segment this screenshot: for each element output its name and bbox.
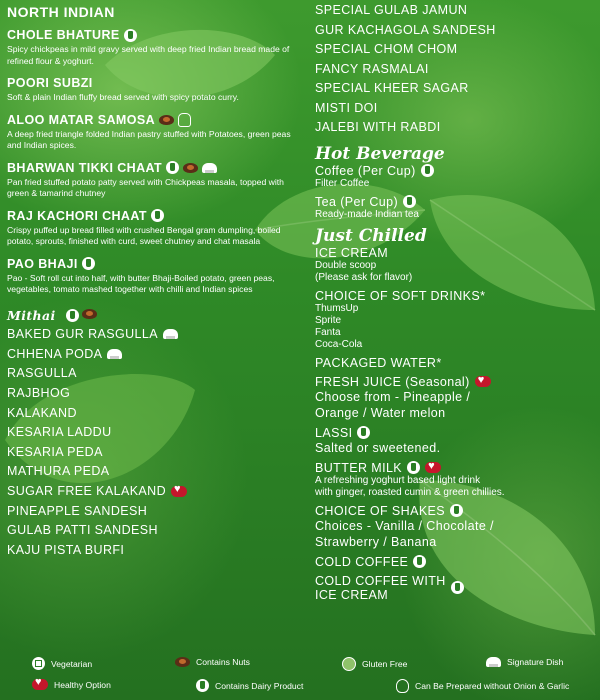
dairy-icon — [407, 461, 420, 474]
sweet-item: FANCY RASMALAI — [315, 61, 429, 76]
menu-item-description: Spicy chickpeas in mild gravy served with deep fried Indian bread made of refined flour & yoghurt. — [7, 44, 290, 66]
mithai-list — [7, 325, 297, 560]
section-title-just-chilled: Just Chilled — [315, 225, 427, 246]
legend-onion-garlic: Can Be Prepared without Onion & Garlic — [396, 679, 569, 693]
dairy-icon — [403, 195, 416, 208]
onion-garlic-icon — [396, 679, 409, 693]
mithai-item: GULAB PATTI SANDESH — [7, 523, 158, 538]
drink-item — [315, 574, 595, 602]
menu-item-description: Pan fried stuffed potato patty served with Chickpeas masala, topped with green & tamarind chutney — [7, 176, 284, 198]
menu-item-name: POORI SUBZI — [7, 76, 93, 90]
drink-item-name: BUTTER MILK ♥ — [315, 461, 595, 475]
mithai-item: KESARIA PEDA — [7, 444, 103, 459]
dairy-icon — [413, 555, 426, 568]
dairy-icon — [196, 679, 209, 692]
drink-item-name: COLD COFFEE WITH ICE CREAM — [315, 574, 595, 602]
signature-dish-icon — [486, 657, 501, 667]
drink-item — [315, 426, 595, 456]
mithai-item: PINEAPPLE SANDESH — [7, 503, 148, 518]
menu-item — [7, 76, 297, 104]
sweet-item: SPECIAL CHOM CHOM — [315, 42, 458, 56]
healthy-option-icon — [425, 462, 441, 473]
legend-gluten-free: Gluten Free — [342, 657, 407, 671]
onion-garlic-icon — [178, 113, 191, 127]
section-title-hot-beverage: Hot Beverage — [315, 143, 445, 164]
drink-item-description: Ready-made Indian tea — [315, 208, 419, 220]
menu-item-name: CHOLE BHATURE — [7, 28, 297, 42]
menu-item — [7, 28, 297, 67]
section-title-mithai: Mithai — [7, 308, 297, 323]
signature-dish-icon — [107, 349, 122, 359]
drink-item-name: ICE CREAM — [315, 245, 389, 260]
drink-item-name: PACKAGED WATER* — [315, 355, 442, 370]
mithai-item: CHHENA PODA — [7, 344, 297, 364]
mithai-item: KAJU PISTA BURFI — [7, 542, 125, 557]
drink-item-name: CHOICE OF SHAKES — [315, 504, 595, 518]
menu-item-name: ALOO MATAR SAMOSA — [7, 113, 297, 127]
menu-item — [7, 161, 297, 200]
signature-dish-icon — [163, 329, 178, 339]
gluten-free-icon — [342, 657, 356, 671]
left-column — [7, 0, 297, 560]
drink-item-description: Salted or sweetened. — [315, 440, 441, 455]
dairy-icon — [450, 504, 463, 517]
sweet-item: JALEBI WITH RABDI — [315, 120, 441, 134]
hot-beverage-list — [315, 164, 595, 221]
menu-item-description: Crispy puffed up bread filled with crushed Bengal gram dumpling, boiled potato, sprouts, finished with curd, sweet chutney and chat masala — [7, 224, 281, 246]
menu-item-name: PAO BHAJI — [7, 257, 297, 271]
legend — [0, 648, 600, 700]
mithai-item: RAJBHOG — [7, 386, 71, 401]
dairy-icon — [357, 426, 370, 439]
dairy-icon — [66, 309, 79, 322]
dairy-icon — [166, 161, 179, 174]
drink-item — [315, 555, 595, 569]
menu-item — [7, 113, 297, 152]
drink-item-name: FRESH JUICE (Seasonal) ♥ — [315, 375, 595, 389]
mithai-item: RASGULLA — [7, 366, 77, 381]
drink-item — [315, 356, 595, 370]
mithai-title-icons — [66, 309, 97, 322]
healthy-option-icon — [475, 376, 491, 387]
menu-item-description: A deep fried triangle folded Indian pastry stuffed with Potatoes, green peas and Indian spices. — [7, 128, 291, 150]
menu-item-description: Pao - Soft roll cut into half, with butter Bhaji-Boiled potato, green peas, vegetables, tomato mashed together with chilli and Indian spices — [7, 272, 275, 294]
drink-item-name: CHOICE OF SOFT DRINKS* — [315, 288, 486, 303]
dairy-icon — [82, 257, 95, 270]
mithai-item: KALAKAND — [7, 405, 77, 420]
drink-item — [315, 375, 595, 421]
dairy-icon — [451, 581, 464, 594]
signature-dish-icon — [202, 163, 217, 173]
right-column — [315, 0, 595, 607]
menu-item-name: BHARWAN TIKKI CHAAT — [7, 161, 297, 175]
drink-item-description: ThumsUp Sprite Fanta Coca-Cola — [315, 302, 363, 350]
menu-item — [7, 257, 297, 296]
healthy-option-icon — [32, 679, 48, 690]
sweet-item: GUR KACHAGOLA SANDESH — [315, 22, 496, 37]
just-chilled-list — [315, 246, 595, 602]
drink-item — [315, 504, 595, 550]
sweet-item: SPECIAL KHEER SAGAR — [315, 81, 469, 95]
drink-item — [315, 164, 595, 190]
mithai-item: SUGAR FREE KALAKAND ♥ — [7, 481, 297, 501]
healthy-option-icon — [171, 486, 187, 497]
sweets-list — [315, 1, 595, 138]
legend-vegetarian: Vegetarian — [32, 657, 92, 670]
section-title-north-indian: NORTH INDIAN — [7, 4, 115, 20]
sweet-item: SPECIAL GULAB JAMUN — [315, 3, 468, 17]
nuts-icon — [183, 163, 198, 173]
drink-item-name: COLD COFFEE — [315, 555, 595, 569]
drink-item — [315, 195, 595, 221]
drink-item-description: Choices - Vanilla / Chocolate / Strawberry / Banana — [315, 518, 494, 549]
nuts-icon — [159, 115, 174, 125]
vegetarian-icon — [32, 657, 45, 670]
drink-item-name: LASSI — [315, 426, 595, 440]
dairy-icon — [421, 164, 434, 177]
legend-contains-nuts: Contains Nuts — [175, 657, 250, 667]
legend-signature-dish: Signature Dish — [486, 657, 563, 667]
drink-item-description: Filter Coffee — [315, 177, 370, 189]
north-indian-list — [7, 28, 297, 296]
mithai-item: BAKED GUR RASGULLA — [7, 325, 297, 345]
mithai-item: KESARIA LADDU — [7, 425, 112, 440]
drink-item-name: Tea (Per Cup) — [315, 195, 595, 209]
menu-item-name: RAJ KACHORI CHAAT — [7, 209, 297, 223]
nuts-icon — [175, 657, 190, 667]
menu-item — [7, 209, 297, 248]
legend-healthy-option: ♥ Healthy Option — [32, 679, 111, 690]
drink-item — [315, 246, 595, 284]
drink-item-description: A refreshing yoghurt based light drink with ginger, roasted cumin & green chillies. — [315, 474, 505, 498]
dairy-icon — [124, 29, 137, 42]
sweet-item: MISTI DOI — [315, 100, 378, 115]
drink-item — [315, 289, 595, 351]
dairy-icon — [151, 209, 164, 222]
menu-item-description: Soft & plain Indian fluffy bread served with spicy potato curry. — [7, 92, 239, 102]
mithai-item: MATHURA PEDA — [7, 464, 110, 479]
drink-item-description: Double scoop (Please ask for flavor) — [315, 259, 413, 283]
legend-contains-dairy: Contains Dairy Product — [196, 679, 303, 692]
drink-item-name: Coffee (Per Cup) — [315, 164, 595, 178]
drink-item-description: Choose from - Pineapple / Orange / Water melon — [315, 389, 471, 420]
drink-item — [315, 461, 595, 499]
nuts-icon — [82, 309, 97, 319]
